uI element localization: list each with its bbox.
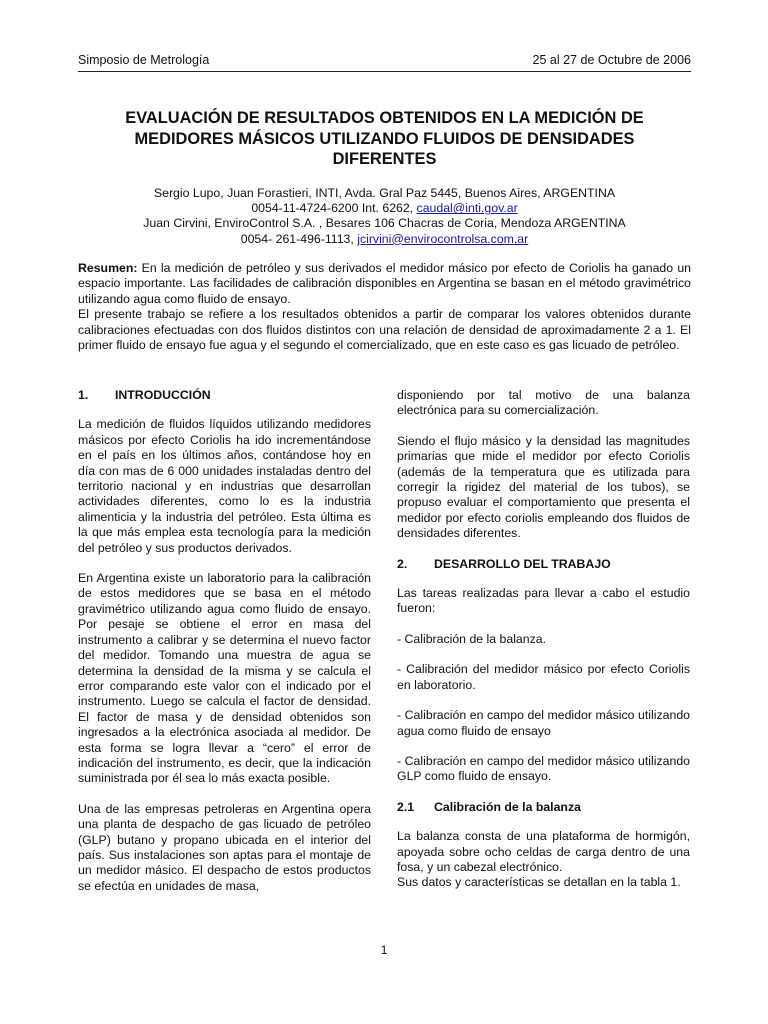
author-line: Juan Cirvini, EnviroControl S.A. , Besares 106 Chacras de Coria, Mendoza ARGENTINA — [143, 216, 626, 231]
body-paragraph: En Argentina existe un laboratorio para la calibración de estos medidores que se basa en el método gravimétrico utilizando agua como fluido de ensayo. Por pesaje se obtiene el error en masa del instrumento a calibrar y se determina el nuevo factor del medidor. Tomando una muestra de agua se determina la densidad de la misma y se calcula el error comparando este valor con el indicado por el instrumento. Luego se calcula el factor de densidad. El factor de masa y de densidad obtenidos son ingresados a la electrónica asociada al medidor. De esta forma se logra llevar a “cero” el error de indicación del instrumento, es decir, que la indicación suministrada por él sea lo más exacta posible. — [78, 571, 371, 786]
author-block — [78, 186, 691, 247]
body-paragraph: La medición de fluidos líquidos utilizando medidores másicos por efecto Coriolis ha ido incrementándose en el país en los últimos años, contándose hoy en día con mas de 6 000 unidades instaladas dentro del territorio nacional y en industrias que desarrollan actividades diferentes, como lo es la industria alimenticia y la industria del petróleo. Esta última es la que más emplea esta tecnología para la medición del petróleo y sus productos derivados. — [78, 417, 371, 555]
author-contact-line: 0054- 261-496-1113, jcirvini@envirocontrolsa.com.ar — [240, 231, 529, 246]
abstract-paragraph: Resumen: En la medición de petróleo y sus derivados el medidor másico por efecto de Coriolis ha ganado un espacio importante. Las facilidades de calibración disponibles en Argentina se basan en el método gravimétrico utilizando agua como fluido de ensayo. — [78, 261, 691, 306]
abstract-paragraph: El presente trabajo se refiere a los resultados obtenidos a partir de comparar los valores obtenidos durante calibraciones efectuadas con dos fluidos distintos con una relación de densidad de aproximadamente 2 a 1. El primer fluido de ensayo fue agua y el segundo el comercializado, que en este caso es gas licuado de petróleo. — [78, 307, 691, 353]
left-column — [78, 388, 371, 909]
body-paragraph: La balanza consta de una plataforma de hormigón, apoyada sobre ocho celdas de carga dentro de una fosa, y un cabezal electrónico. — [397, 829, 690, 874]
section-title: Calibración de la balanza — [434, 799, 581, 814]
section-number: 2.1 — [397, 799, 415, 814]
email-link[interactable]: jcirvini@envirocontrolsa.com.ar — [357, 231, 529, 246]
list-item: - Calibración en campo del medidor másico utilizando GLP como fluido de ensayo. — [397, 753, 690, 784]
header-conference: Simposio de Metrología — [78, 53, 210, 67]
body-paragraph: disponiendo por tal motivo de una balanza electrónica para su comercialización. — [397, 388, 690, 418]
email-link[interactable]: caudal@inti.gov.ar — [416, 201, 518, 216]
paper-title — [78, 108, 691, 170]
section-number: 2. — [397, 556, 408, 571]
list-item: - Calibración de la balanza. — [397, 631, 547, 646]
author-contact-line: 0054-11-4724-6200 Int. 6262, caudal@inti.gov.ar — [251, 201, 518, 216]
abstract — [78, 261, 691, 353]
section-number: 1. — [78, 388, 89, 402]
list-item: - Calibración en campo del medidor másico utilizando agua como fluido de ensayo — [397, 708, 690, 738]
section-heading — [78, 388, 371, 403]
title-line: MEDIDORES MÁSICOS UTILIZANDO FLUIDOS DE DENSIDADES — [134, 129, 635, 148]
body-paragraph: Siendo el flujo másico y la densidad las magnitudes primarias que mide el medidor por efecto Coriolis (además de la temperatura que es utilizada para corregir la rigidez del material de los tubos), se propuso evaluar el comportamiento que presenta el medidor por efecto coriolis empleando dos fluidos de densidades diferentes. — [397, 433, 690, 541]
list-item: - Calibración del medidor másico por efecto Coriolis en laboratorio. — [397, 662, 690, 692]
body-paragraph: Las tareas realizadas para llevar a cabo el estudio fueron: — [397, 586, 690, 616]
author-line: Sergio Lupo, Juan Forastieri, INTI, Avda. Gral Paz 5445, Buenos Aires, ARGENTINA — [153, 186, 616, 200]
title-line: EVALUACIÓN DE RESULTADOS OBTENIDOS EN LA MEDICIÓN DE — [125, 109, 644, 127]
page-number: 1 — [380, 943, 388, 957]
abstract-label: Resumen: — [78, 261, 138, 275]
subsection-heading — [397, 800, 690, 815]
title-line: DIFERENTES — [332, 150, 437, 168]
running-header — [78, 53, 691, 72]
body-paragraph: Una de las empresas petroleras en Argentina opera una planta de despacho de gas licuado de petróleo (GLP) butano y propano ubicada en el interior del país. Sus instalaciones son aptas para el montaje de un medidor másico. El despacho de estos productos se efectúa en unidades de masa, — [78, 801, 371, 893]
body-paragraph: Sus datos y características se detallan en la tabla 1. — [397, 875, 681, 890]
section-heading — [397, 557, 690, 572]
right-column — [397, 388, 690, 906]
section-title: INTRODUCCIÓN — [115, 388, 211, 402]
section-title: DESARROLLO DEL TRABAJO — [434, 556, 611, 571]
header-date: 25 al 27 de Octubre de 2006 — [532, 53, 691, 67]
